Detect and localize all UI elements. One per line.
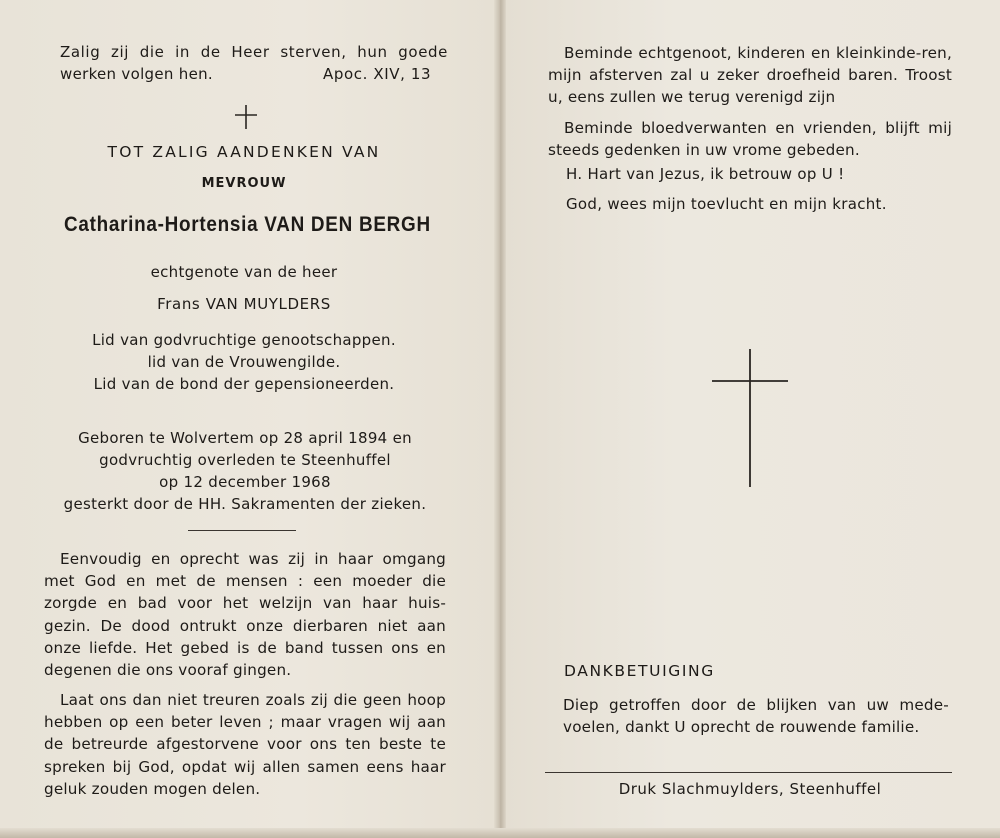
family-farewell-paragraph: Beminde echtgenoot, kinderen en kleinkinde-ren, mijn afsterven zal u zeker droefheid baren. Troost u, eens zullen we terug verenigd zijn xyxy=(548,44,952,107)
card-fold xyxy=(494,0,506,838)
spouse-name: Frans VAN MUYLDERS xyxy=(157,295,331,313)
honorific-title: MEVROUW xyxy=(201,176,287,191)
card-edge xyxy=(0,828,1000,838)
membership-line: Lid van godvruchtige genootschappen. xyxy=(92,331,396,349)
large-cross-icon xyxy=(712,349,788,487)
bible-quote-line-1: Zalig zij die in de Heer sterven, hun goede xyxy=(60,43,448,61)
biography-line: op 12 december 1968 xyxy=(159,473,331,491)
memorial-heading: TOT ZALIG AANDENKEN VAN xyxy=(107,143,381,161)
biography-line: Geboren te Wolvertem op 28 april 1894 en xyxy=(78,429,412,447)
small-cross-icon xyxy=(232,103,260,131)
consolation-paragraph: Laat ons dan niet treuren zoals zij die geen hoop hebben op een beter leven ; maar vragen wij aan de betreurde afgestorvene voor ons ten beste te spreken bij God, opdat wij allen samen eens haar geluk zouden mogen delen. xyxy=(44,691,446,798)
membership-line: lid van de Vrouwengilde. xyxy=(147,353,341,371)
spouse-intro: echtgenote van de heer xyxy=(150,263,338,281)
bible-quote-reference: Apoc. XIV, 13 xyxy=(323,65,432,83)
relatives-paragraph: Beminde bloedverwanten en vrienden, blijft mij steeds gedenken in uw vrome gebeden. xyxy=(548,119,952,160)
biography-line: gesterkt door de HH. Sakramenten der zieken. xyxy=(63,495,427,513)
membership-line: Lid van de bond der gepensioneerden. xyxy=(93,375,395,393)
prayer-line: God, wees mijn toevlucht en mijn kracht. xyxy=(566,195,887,213)
divider xyxy=(188,530,296,531)
thanks-text: Diep getroffen door de blijken van uw mede-voelen, dankt U oprecht de rouwende familie. xyxy=(563,696,949,737)
divider xyxy=(545,772,952,773)
deceased-name: Catharina-Hortensia VAN DEN BERGH xyxy=(64,213,431,236)
thanks-heading: DANKBETUIGING xyxy=(564,662,715,680)
biography-line: godvruchtig overleden te Steenhuffel xyxy=(99,451,391,469)
printer-credit: Druk Slachmuylders, Steenhuffel xyxy=(618,780,882,798)
bible-quote-line-2: werken volgen hen. xyxy=(60,65,213,83)
tribute-paragraph: Eenvoudig en oprecht was zij in haar omgang met God en met de mensen : een moeder die zorgde en bad voor het welzijn van haar huis-gezin. De dood ontrukt onze dierbaren niet aan onze liefde. Het gebed is de band tussen ons en degenen die ons vooraf gingen. xyxy=(44,550,446,680)
prayer-line: H. Hart van Jezus, ik betrouw op U ! xyxy=(566,165,845,183)
